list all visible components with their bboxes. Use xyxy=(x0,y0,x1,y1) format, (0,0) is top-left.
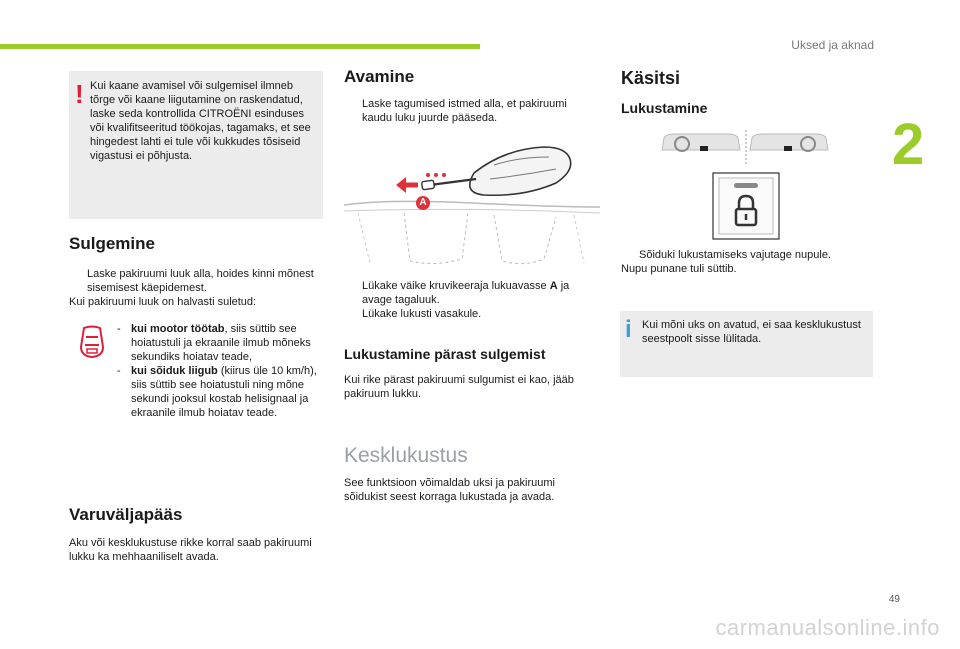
lukustamine-parast-heading: Lukustamine pärast sulgemist xyxy=(344,346,546,362)
kasitsi-heading: Käsitsi xyxy=(621,68,681,88)
lukustamine-bullet-text: Sõiduki lukustamiseks vajutage nupule. xyxy=(639,249,832,261)
sulgemine-heading: Sulgemine xyxy=(69,234,155,253)
lukustamine-parast-text: Kui rike pärast pakiruumi sulgumist ei kao, jääb pakiruum lukku. xyxy=(344,374,574,400)
figure-label-a: A xyxy=(419,197,427,208)
kesklukustus-heading: Kesklukustus xyxy=(344,444,468,467)
item1-text: , siis süttib see hoiatustuli ja ekraanile ilmub mõneks sekundiks hoiatav teade, xyxy=(131,323,311,363)
trunk-warning-item: - kui sõiduk liigub (kiirus üle 10 km/h), siis süttib see hoiatustuli ning mõne sekundi jooksul kostab helisignaal ja ekraanile ilmub hoiatav teade. xyxy=(117,365,317,419)
dashboard-overview-icon xyxy=(660,128,830,168)
header-accent-bar xyxy=(0,44,480,49)
avamine-step: Lükake lukusti vasakule. xyxy=(362,308,482,320)
avamine-steps xyxy=(344,279,599,321)
item2-bold: kui sõiduk liigub xyxy=(131,365,218,377)
varuvaljapaas-text: Aku või kesklukustuse rikke korral saab pakiruumi lukku ka mehhaaniliselt avada. xyxy=(69,537,312,563)
warning-icon: ! xyxy=(75,79,84,109)
bullet-marker xyxy=(69,267,87,295)
page-number: 49 xyxy=(888,594,900,605)
sulgemine-bullet xyxy=(69,267,319,295)
warning-box xyxy=(69,71,323,219)
avamine-heading: Avamine xyxy=(344,67,415,86)
avamine-step: Lükake väike kruvikeeraja lukuavasse A ja avage tagaluuk. xyxy=(362,280,570,306)
kesklukustus-text: See funktsioon võimaldab uksi ja pakiruumi sõidukist seest korraga lukustada ja avada. xyxy=(344,477,555,503)
trunk-open-warning-icon xyxy=(78,325,106,361)
trunk-warning-item: - kui mootor töötab, siis süttib see hoiatustuli ja ekraanile ilmub mõneks sekundiks hoiatav teade, xyxy=(117,323,311,363)
lukustamine-bullet xyxy=(621,248,873,262)
central-lock-button-icon xyxy=(712,172,780,240)
screwdriver-lock-figure xyxy=(344,135,600,267)
trunk-warning-list xyxy=(117,322,322,420)
section-title: Uksed ja aknad xyxy=(791,38,874,52)
sulgemine-bullet-text: Laske pakiruumi luuk alla, hoides kinni mõnest sisemisest käepidemest. xyxy=(87,268,314,294)
varuvaljapaas-heading: Varuväljapääs xyxy=(69,505,183,524)
warning-text: Kui kaane avamisel või sulgemisel ilmneb tõrge või kaane liigutamine on raskendatud, laske seda kontrollida CITROËNI esinduses või kvalifitseeritud töökojas, tagamaks, et see hingedest lahti ei tule või kukkudes tõsiseid vigastusi ei põhjusta. xyxy=(90,80,311,162)
avamine-bullet-text: Laske tagumised istmed alla, et pakiruumi kaudu luku juurde pääseda. xyxy=(362,98,567,124)
item2-text: (kiirus üle 10 km/h), siis süttib see hoiatustuli ning mõne sekundi jooksul kostab helisignaal ja ekraanile ilmub hoiatav teade. xyxy=(131,365,317,419)
info-text: Kui mõni uks on avatud, ei saa kesklukustust seestpoolt sisse lülitada. xyxy=(642,319,861,345)
watermark: carmanualsonline.info xyxy=(715,615,940,640)
info-icon: i xyxy=(625,316,632,343)
chapter-number: 2 xyxy=(892,112,925,177)
lukustamine-heading: Lukustamine xyxy=(621,100,708,116)
info-box xyxy=(620,311,873,377)
sulgemine-text: Kui pakiruumi luuk on halvasti suletud: xyxy=(69,296,257,308)
avamine-bullet xyxy=(344,97,599,125)
item1-bold: kui mootor töötab xyxy=(131,323,225,335)
lukustamine-text: Nupu punane tuli süttib. xyxy=(621,263,737,275)
